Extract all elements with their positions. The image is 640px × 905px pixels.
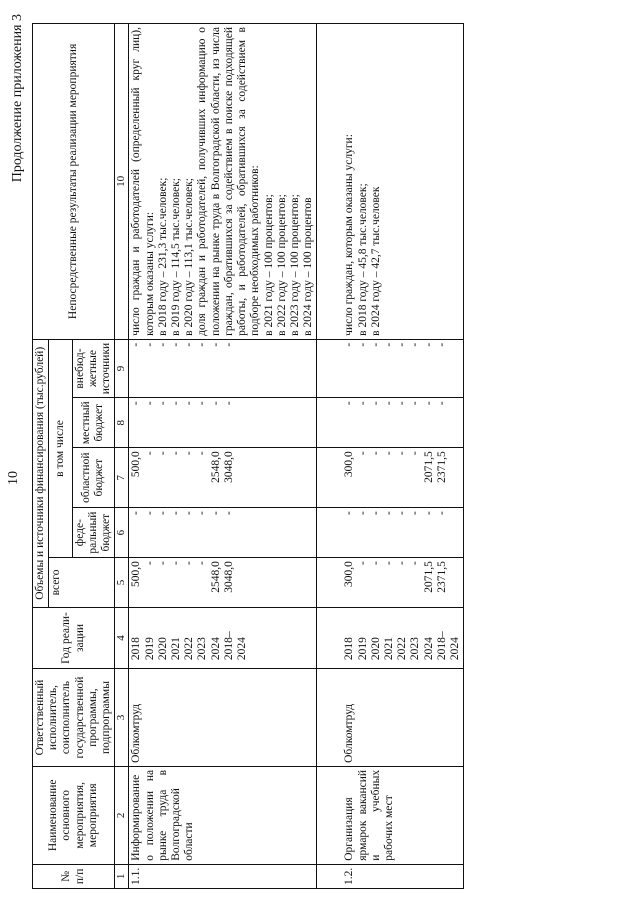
row-local: - - - - - - - -: [317, 398, 464, 448]
header-name: Наименование основного мероприятия, мероприятия: [33, 766, 115, 864]
row-result: число граждан и работодателей (определенный круг лиц), которым оказаны услуги: в 2018 году – 231,3 тыс.человек; в 2019 году – 114,5 тыс.человек; в 2020 году – 113,1 тыс.человек; доля граждан и работодателей, получивших информацию о положении на рынке труда в Волгоградской области, из числа граждан, обратившихся за содействием в поиске подходящей работы, и работодателей, обратившихся за содействием в подборе необходимых работников: в 2021 году – 100 процентов; в 2022 году – 100 процентов; в 2023 году – 100 процентов; в 2024 году – 100 процентов: [129, 24, 317, 340]
row-number: 1.1.: [129, 864, 317, 888]
header-regional: областной бюджет: [72, 448, 115, 508]
column-number: 10: [115, 24, 129, 340]
row-executor: Облкомтруд: [129, 669, 317, 767]
header-no: № п/п: [33, 864, 115, 888]
table-row: [317, 24, 464, 889]
header-executor: Ответственный исполнитель, соисполнитель государственной программы, подпрограммы: [33, 669, 115, 767]
header-including: в том числе: [49, 339, 72, 557]
row-federal: - - - - - - - -: [317, 508, 464, 558]
row-regional: 500,0 - - - - - 2548,0 3048,0: [129, 448, 317, 508]
column-number: 6: [115, 508, 129, 558]
header-funding: Объемы и источники финансирования (тыс.рублей): [33, 339, 49, 607]
row-years: 2018 2019 2020 2021 2022 2023 2024 2018–2024: [317, 607, 464, 668]
program-table: [32, 23, 464, 889]
row-extra: - - - - - - - -: [129, 339, 317, 397]
row-name: Информирование о положении на рынке труда в Волгоградской области: [129, 766, 317, 864]
page-number: 10: [6, 471, 21, 485]
row-federal: - - - - - - - -: [129, 508, 317, 558]
row-total: 300,0 - - - - - 2071,5 2371,5: [317, 558, 464, 608]
header-year: Год реали-зации: [33, 607, 115, 668]
column-number: 9: [115, 339, 129, 397]
row-regional: 300,0 - - - - - 2071,5 2371,5: [317, 448, 464, 508]
header-extra: внебюд-жетные источники: [72, 339, 115, 397]
column-number: 1: [115, 864, 129, 888]
continuation-label: Продолжение приложения 3: [10, 14, 25, 183]
row-total: 500,0 - - - - - 2548,0 3048,0: [129, 558, 317, 608]
column-number: 5: [115, 558, 129, 608]
header-federal: феде-ральный бюджет: [72, 508, 115, 558]
column-number: 8: [115, 398, 129, 448]
table-row: [129, 24, 317, 889]
row-result: число граждан, которым оказаны услуги: в 2018 году – 45,8 тыс.человек; в 2024 году – 42,7 тыс.человек: [317, 24, 464, 340]
header-total: всего: [49, 558, 115, 608]
row-executor: Облкомтруд: [317, 669, 464, 767]
column-number-row: [115, 24, 129, 889]
column-number: 7: [115, 448, 129, 508]
row-local: - - - - - - - -: [129, 398, 317, 448]
row-number: 1.2.: [317, 864, 464, 888]
column-number: 4: [115, 607, 129, 668]
column-number: 3: [115, 669, 129, 767]
row-extra: - - - - - - - -: [317, 339, 464, 397]
column-number: 2: [115, 766, 129, 864]
row-name: Организация ярмарок вакансий и учебных рабочих мест: [317, 766, 464, 864]
header-result: Непосредственные результаты реализации мероприятия: [33, 24, 115, 340]
row-years: 2018 2019 2020 2021 2022 2023 2024 2018–2024: [129, 607, 317, 668]
header-local: местный бюджет: [72, 398, 115, 448]
